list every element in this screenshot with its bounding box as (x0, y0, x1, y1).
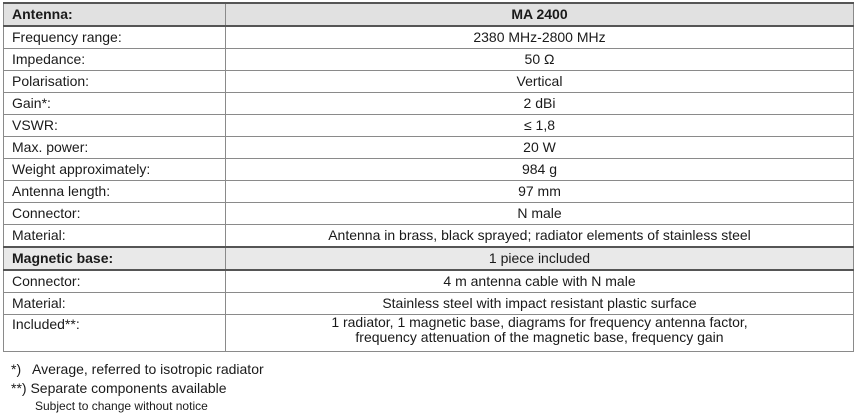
row-value: ≤ 1,8 (226, 115, 854, 137)
row-label: Gain*: (4, 93, 226, 115)
table-row (4, 315, 854, 352)
row-label: Polarisation: (4, 71, 226, 93)
footnotes (11, 360, 264, 414)
row-label: VSWR: (4, 115, 226, 137)
table-row (4, 225, 854, 248)
row-value: 20 W (226, 137, 854, 159)
header-label: Antenna: (4, 3, 226, 26)
table-row (4, 71, 854, 93)
table-subheader-row (4, 247, 854, 270)
table-header-row (4, 3, 854, 26)
row-value: 50 Ω (226, 49, 854, 71)
table-row (4, 159, 854, 181)
table-row (4, 26, 854, 49)
table-row (4, 181, 854, 203)
table-row (4, 270, 854, 293)
row-value: 4 m antenna cable with N male (226, 270, 854, 293)
row-value-line: 1 radiator, 1 magnetic base, diagrams for frequency antenna factor, (331, 314, 748, 330)
row-label: Antenna length: (4, 181, 226, 203)
row-label: Material: (4, 225, 226, 248)
header-model: MA 2400 (226, 3, 854, 26)
row-label: Impedance: (4, 49, 226, 71)
row-value: Antenna in brass, black sprayed; radiator elements of stainless steel (226, 225, 854, 248)
footnote-separate-components: **) Separate components available (11, 380, 227, 396)
subheader-label: Magnetic base: (4, 247, 226, 270)
row-label: Material: (4, 293, 226, 315)
row-label: Included**: (4, 315, 226, 352)
table-row (4, 137, 854, 159)
row-label: Weight approximately: (4, 159, 226, 181)
table-row (4, 93, 854, 115)
table-row (4, 115, 854, 137)
row-label: Connector: (4, 203, 226, 225)
subheader-value: 1 piece included (226, 247, 854, 270)
specification-table (3, 2, 854, 352)
table-row (4, 203, 854, 225)
row-label: Frequency range: (4, 26, 226, 49)
row-value: Stainless steel with impact resistant plastic surface (226, 293, 854, 315)
row-value-line: frequency attenuation of the magnetic base, frequency gain (355, 329, 724, 345)
row-label: Connector: (4, 270, 226, 293)
row-value (226, 315, 854, 352)
row-value: Vertical (226, 71, 854, 93)
row-value: 2 dBi (226, 93, 854, 115)
row-value: 2380 MHz-2800 MHz (226, 26, 854, 49)
disclaimer: Subject to change without notice (35, 399, 208, 413)
row-value: N male (226, 203, 854, 225)
row-value: 97 mm (226, 181, 854, 203)
table-row (4, 49, 854, 71)
row-value: 984 g (226, 159, 854, 181)
row-label: Max. power: (4, 137, 226, 159)
table-row (4, 293, 854, 315)
footnote-average: *) Average, referred to isotropic radiator (11, 361, 264, 377)
